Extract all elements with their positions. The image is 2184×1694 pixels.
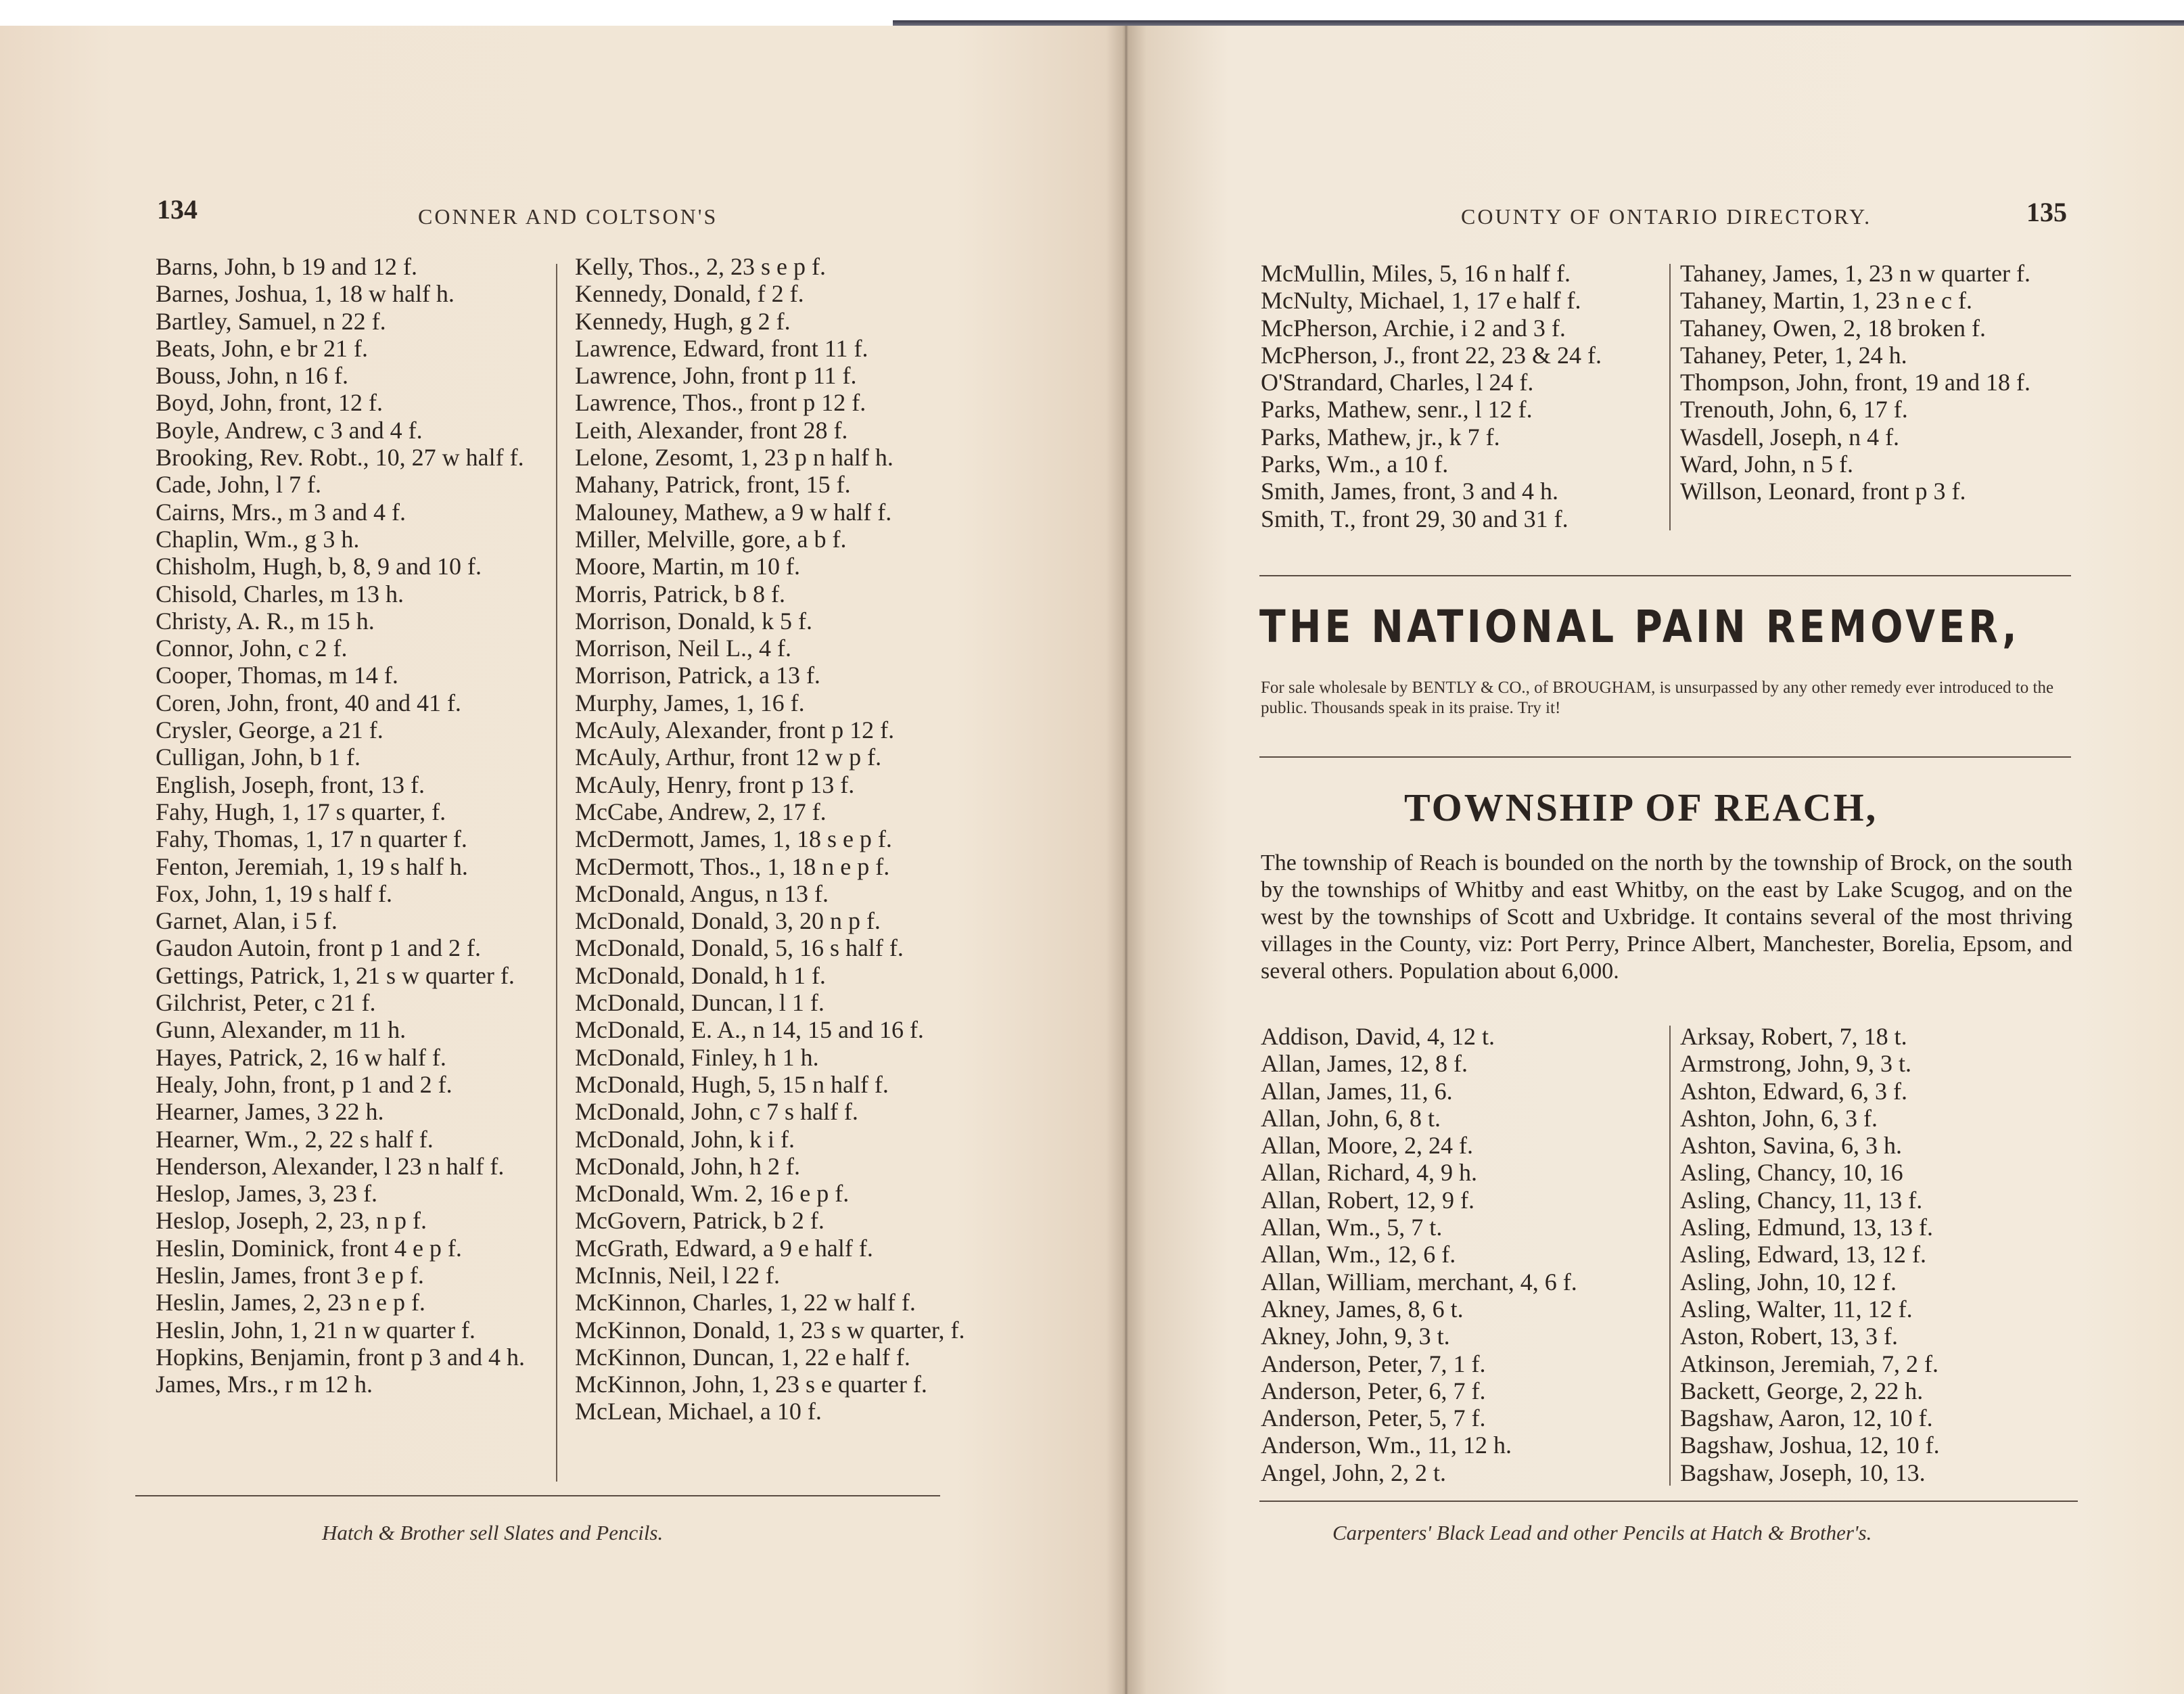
directory-entry: McMullin, Miles, 5, 16 n half f.: [1261, 260, 1571, 287]
directory-entry: Lawrence, John, front p 11 f.: [575, 362, 857, 390]
directory-entry: Malouney, Mathew, a 9 w half f.: [575, 498, 892, 526]
directory-entry: Gettings, Patrick, 1, 21 s w quarter f.: [156, 961, 515, 989]
directory-entry: Chaplin, Wm., g 3 h.: [156, 525, 360, 553]
directory-entry: Henderson, Alexander, l 23 n half f.: [156, 1152, 505, 1180]
directory-entry: Trenouth, John, 6, 17 f.: [1680, 396, 1908, 424]
directory-entry: Heslin, Dominick, front 4 e p f.: [156, 1234, 462, 1262]
directory-entry: Morris, Patrick, b 8 f.: [575, 580, 785, 608]
directory-entry: Garnet, Alan, i 5 f.: [156, 907, 338, 935]
directory-entry: Christy, A. R., m 15 h.: [156, 607, 375, 635]
directory-entry: Allan, Wm., 12, 6 f.: [1261, 1241, 1456, 1268]
township-section-title: TOWNSHIP OF REACH,: [1404, 785, 1878, 829]
directory-entry: Smith, James, front, 3 and 4 h.: [1261, 478, 1558, 505]
directory-entry: Heslin, James, 2, 23 n e p f.: [156, 1289, 425, 1317]
directory-entry: English, Joseph, front, 13 f.: [156, 771, 425, 798]
directory-entry: Asling, John, 10, 12 f.: [1680, 1268, 1897, 1296]
directory-entry: Atkinson, Jeremiah, 7, 2 f.: [1680, 1350, 1938, 1377]
directory-entry: Armstrong, John, 9, 3 t.: [1680, 1050, 1911, 1078]
directory-entry: McKinnon, Charles, 1, 22 w half f.: [575, 1289, 916, 1317]
directory-entry: McKinnon, John, 1, 23 s e quarter f.: [575, 1371, 927, 1398]
directory-entry: Heslin, John, 1, 21 n w quarter f.: [156, 1316, 475, 1344]
directory-entry: Fahy, Hugh, 1, 17 s quarter, f.: [156, 798, 446, 825]
directory-entry: Smith, T., front 29, 30 and 31 f.: [1261, 505, 1569, 532]
left-column-divider: [556, 264, 557, 1482]
directory-entry: Addison, David, 4, 12 t.: [1261, 1023, 1495, 1050]
directory-entry: Morrison, Neil L., 4 f.: [575, 635, 791, 662]
directory-entry: Bagshaw, Joseph, 10, 13.: [1680, 1459, 1926, 1486]
directory-entry: Heslop, Joseph, 2, 23, n p f.: [156, 1207, 427, 1235]
directory-entry: Hearner, James, 3 22 h.: [156, 1098, 384, 1126]
directory-entry: Coren, John, front, 40 and 41 f.: [156, 689, 461, 716]
directory-entry: Healy, John, front, p 1 and 2 f.: [156, 1070, 452, 1098]
directory-entry: McDonald, John, c 7 s half f.: [575, 1098, 858, 1126]
directory-entry: Parks, Wm., a 10 f.: [1261, 451, 1449, 478]
right-bottom-column-1: [1261, 1023, 1667, 1486]
directory-entry: McGrath, Edward, a 9 e half f.: [575, 1234, 873, 1262]
directory-entry: Cooper, Thomas, m 14 f.: [156, 662, 398, 689]
directory-entry: Allan, John, 6, 8 t.: [1261, 1104, 1441, 1132]
directory-entry: Ashton, Edward, 6, 3 f.: [1680, 1077, 1907, 1105]
directory-entry: Backett, George, 2, 22 h.: [1680, 1377, 1924, 1404]
directory-entry: O'Strandard, Charles, l 24 f.: [1261, 369, 1534, 396]
directory-entry: Anderson, Peter, 6, 7 f.: [1261, 1377, 1486, 1404]
directory-entry: Asling, Walter, 11, 12 f.: [1680, 1295, 1913, 1323]
directory-entry: McLean, Michael, a 10 f.: [575, 1398, 822, 1425]
directory-entry: Culligan, John, b 1 f.: [156, 743, 361, 771]
directory-entry: Beats, John, e br 21 f.: [156, 334, 368, 362]
directory-entry: Mahany, Patrick, front, 15 f.: [575, 471, 851, 499]
left-footer-rule: [135, 1495, 940, 1496]
left-page-number: 134: [157, 194, 198, 225]
directory-entry: McDonald, Donald, 5, 16 s half f.: [575, 934, 904, 962]
directory-entry: Hopkins, Benjamin, front p 3 and 4 h.: [156, 1343, 525, 1371]
directory-entry: Asling, Edward, 13, 12 f.: [1680, 1241, 1926, 1268]
right-bottom-column-divider: [1669, 1026, 1671, 1486]
directory-entry: McAuly, Arthur, front 12 w p f.: [575, 743, 882, 771]
directory-entry: Anderson, Peter, 7, 1 f.: [1261, 1350, 1486, 1377]
directory-entry: Chisold, Charles, m 13 h.: [156, 580, 404, 608]
directory-entry: Bagshaw, Joshua, 12, 10 f.: [1680, 1432, 1940, 1459]
directory-entry: Asling, Chancy, 10, 16: [1680, 1159, 1903, 1187]
directory-entry: Boyle, Andrew, c 3 and 4 f.: [156, 416, 423, 444]
directory-entry: Allan, James, 12, 8 f.: [1261, 1050, 1468, 1078]
directory-entry: McDermott, Thos., 1, 18 n e p f.: [575, 852, 890, 880]
directory-entry: Connor, John, c 2 f.: [156, 635, 348, 662]
directory-entry: McCabe, Andrew, 2, 17 f.: [575, 798, 827, 825]
directory-entry: McDonald, Finley, h 1 h.: [575, 1043, 819, 1071]
directory-entry: Tahaney, Martin, 1, 23 n e c f.: [1680, 287, 1972, 315]
right-bottom-column-2: [1680, 1023, 2086, 1486]
directory-entry: McDonald, Duncan, l 1 f.: [575, 989, 824, 1017]
directory-entry: Bagshaw, Aaron, 12, 10 f.: [1680, 1404, 1933, 1432]
directory-entry: Murphy, James, 1, 16 f.: [575, 689, 805, 716]
right-running-head: COUNTY OF ONTARIO DIRECTORY.: [1461, 204, 1872, 229]
directory-entry: Allan, Richard, 4, 9 h.: [1261, 1159, 1477, 1187]
directory-entry: Allan, Moore, 2, 24 f.: [1261, 1132, 1473, 1160]
directory-entry: Hayes, Patrick, 2, 16 w half f.: [156, 1043, 446, 1071]
directory-entry: Akney, James, 8, 6 t.: [1261, 1295, 1464, 1323]
directory-entry: Parks, Mathew, jr., k 7 f.: [1261, 423, 1500, 451]
directory-entry: McAuly, Alexander, front p 12 f.: [575, 716, 895, 744]
directory-entry: Boyd, John, front, 12 f.: [156, 389, 383, 417]
right-top-column-divider: [1669, 264, 1671, 530]
directory-entry: Barns, John, b 19 and 12 f.: [156, 253, 417, 280]
directory-entry: Parks, Mathew, senr., l 12 f.: [1261, 396, 1533, 424]
directory-entry: Barnes, Joshua, 1, 18 w half h.: [156, 280, 455, 308]
advert-text: For sale wholesale by BENTLY & CO., of BROUGHAM, is unsurpassed by any other remedy ever introduced to the public. Thousands speak in its praise. Try it!: [1261, 679, 2054, 717]
directory-entry: McDonald, Donald, 3, 20 n p f.: [575, 907, 881, 935]
directory-entry: Allan, Robert, 12, 9 f.: [1261, 1186, 1474, 1214]
directory-entry: Crysler, George, a 21 f.: [156, 716, 384, 744]
directory-entry: Kennedy, Donald, f 2 f.: [575, 280, 804, 308]
directory-entry: Heslin, James, front 3 e p f.: [156, 1261, 424, 1289]
directory-entry: Miller, Melville, gore, a b f.: [575, 525, 847, 553]
directory-entry: James, Mrs., r m 12 h.: [156, 1371, 373, 1398]
directory-entry: Aston, Robert, 13, 3 f.: [1680, 1323, 1898, 1350]
directory-entry: Fahy, Thomas, 1, 17 n quarter f.: [156, 825, 467, 853]
directory-entry: Leith, Alexander, front 28 f.: [575, 416, 848, 444]
directory-entry: Anderson, Wm., 11, 12 h.: [1261, 1432, 1512, 1459]
directory-entry: Bouss, John, n 16 f.: [156, 362, 349, 390]
directory-entry: McNulty, Michael, 1, 17 e half f.: [1261, 287, 1581, 315]
directory-entry: Allan, James, 11, 6.: [1261, 1077, 1453, 1105]
directory-entry: McKinnon, Donald, 1, 23 s w quarter, f.: [575, 1316, 965, 1344]
directory-entry: Gilchrist, Peter, c 21 f.: [156, 989, 376, 1017]
directory-entry: McDonald, Donald, h 1 f.: [575, 961, 826, 989]
directory-entry: McPherson, J., front 22, 23 & 24 f.: [1261, 341, 1602, 369]
directory-entry: Ashton, Savina, 6, 3 h.: [1680, 1132, 1902, 1160]
right-footer: Carpenters' Black Lead and other Pencils at Hatch & Brother's.: [1332, 1521, 1872, 1544]
directory-entry: Tahaney, Owen, 2, 18 broken f.: [1680, 314, 1986, 342]
directory-entry: McDonald, John, k i f.: [575, 1125, 795, 1153]
right-page-number: 135: [2026, 197, 2067, 227]
directory-entry: Angel, John, 2, 2 t.: [1261, 1459, 1446, 1486]
directory-entry: Allan, William, merchant, 4, 6 f.: [1261, 1268, 1577, 1296]
right-top-column-2: [1680, 260, 2086, 505]
directory-entry: Willson, Leonard, front p 3 f.: [1680, 478, 1966, 505]
directory-entry: McDonald, E. A., n 14, 15 and 16 f.: [575, 1016, 924, 1044]
directory-entry: Anderson, Peter, 5, 7 f.: [1261, 1404, 1486, 1432]
directory-entry: McGovern, Patrick, b 2 f.: [575, 1207, 824, 1235]
left-footer: Hatch & Brother sell Slates and Pencils.: [322, 1521, 664, 1544]
advert-title: THE NATIONAL PAIN REMOVER,: [1259, 601, 2020, 653]
directory-entry: Akney, John, 9, 3 t.: [1261, 1323, 1450, 1350]
directory-entry: Lelone, Zesomt, 1, 23 p n half h.: [575, 444, 893, 472]
directory-entry: McDonald, Angus, n 13 f.: [575, 879, 829, 907]
directory-entry: Lawrence, Edward, front 11 f.: [575, 334, 868, 362]
directory-entry: Bartley, Samuel, n 22 f.: [156, 307, 386, 335]
directory-entry: Thompson, John, front, 19 and 18 f.: [1680, 369, 2030, 396]
directory-entry: McInnis, Neil, l 22 f.: [575, 1261, 780, 1289]
left-column-2: [575, 253, 974, 1425]
directory-entry: McAuly, Henry, front p 13 f.: [575, 771, 855, 798]
right-footer-rule: [1259, 1501, 2078, 1502]
left-running-head: CONNER AND COLTSON'S: [418, 204, 718, 229]
directory-entry: Moore, Martin, m 10 f.: [575, 553, 800, 580]
right-top-column-1: [1261, 260, 1667, 532]
left-column-1: [156, 253, 561, 1398]
directory-entry: Asling, Edmund, 13, 13 f.: [1680, 1214, 1933, 1241]
directory-entry: Heslop, James, 3, 23 f.: [156, 1180, 377, 1208]
directory-entry: Asling, Chancy, 11, 13 f.: [1680, 1186, 1923, 1214]
advert-rule-bottom: [1259, 756, 2071, 758]
directory-entry: McPherson, Archie, i 2 and 3 f.: [1261, 314, 1566, 342]
directory-entry: Chisholm, Hugh, b, 8, 9 and 10 f.: [156, 553, 482, 580]
directory-entry: McKinnon, Duncan, 1, 22 e half f.: [575, 1343, 910, 1371]
directory-entry: McDonald, Hugh, 5, 15 n half f.: [575, 1070, 889, 1098]
book-gutter: [1106, 26, 1146, 1694]
directory-entry: Ward, John, n 5 f.: [1680, 451, 1854, 478]
directory-entry: Ashton, John, 6, 3 f.: [1680, 1104, 1878, 1132]
directory-entry: Morrison, Donald, k 5 f.: [575, 607, 812, 635]
directory-entry: Tahaney, Peter, 1, 24 h.: [1680, 341, 1907, 369]
directory-entry: Gunn, Alexander, m 11 h.: [156, 1016, 406, 1044]
directory-entry: McDonald, John, h 2 f.: [575, 1152, 800, 1180]
directory-entry: Lawrence, Thos., front p 12 f.: [575, 389, 866, 417]
directory-entry: Arksay, Robert, 7, 18 t.: [1680, 1023, 1907, 1050]
directory-entry: Fenton, Jeremiah, 1, 19 s half h.: [156, 852, 468, 880]
township-description: The township of Reach is bounded on the north by the township of Brock, on the south by the townships of Whitby and east Whitby, on the east by Lake Scugog, and on the west by the townships of Scott and Uxbridge. It contains several of the most thriving villages in the County, viz: Port Perry, Prince Albert, Manchester, Borelia, Epsom, and several others. Population about 6,000.: [1261, 850, 2072, 984]
directory-entry: Kennedy, Hugh, g 2 f.: [575, 307, 791, 335]
directory-entry: Brooking, Rev. Robt., 10, 27 w half f.: [156, 444, 524, 472]
directory-entry: Gaudon Autoin, front p 1 and 2 f.: [156, 934, 481, 962]
directory-entry: Cade, John, l 7 f.: [156, 471, 321, 499]
directory-entry: Kelly, Thos., 2, 23 s e p f.: [575, 253, 826, 280]
directory-entry: Allan, Wm., 5, 7 t.: [1261, 1214, 1443, 1241]
directory-entry: Tahaney, James, 1, 23 n w quarter f.: [1680, 260, 2030, 287]
directory-entry: McDermott, James, 1, 18 s e p f.: [575, 825, 892, 853]
directory-entry: McDonald, Wm. 2, 16 e p f.: [575, 1180, 850, 1208]
directory-entry: Cairns, Mrs., m 3 and 4 f.: [156, 498, 406, 526]
advert-rule-top: [1259, 575, 2071, 576]
directory-entry: Hearner, Wm., 2, 22 s half f.: [156, 1125, 434, 1153]
directory-entry: Wasdell, Joseph, n 4 f.: [1680, 423, 1900, 451]
directory-entry: Morrison, Patrick, a 13 f.: [575, 662, 820, 689]
directory-entry: Fox, John, 1, 19 s half f.: [156, 879, 392, 907]
